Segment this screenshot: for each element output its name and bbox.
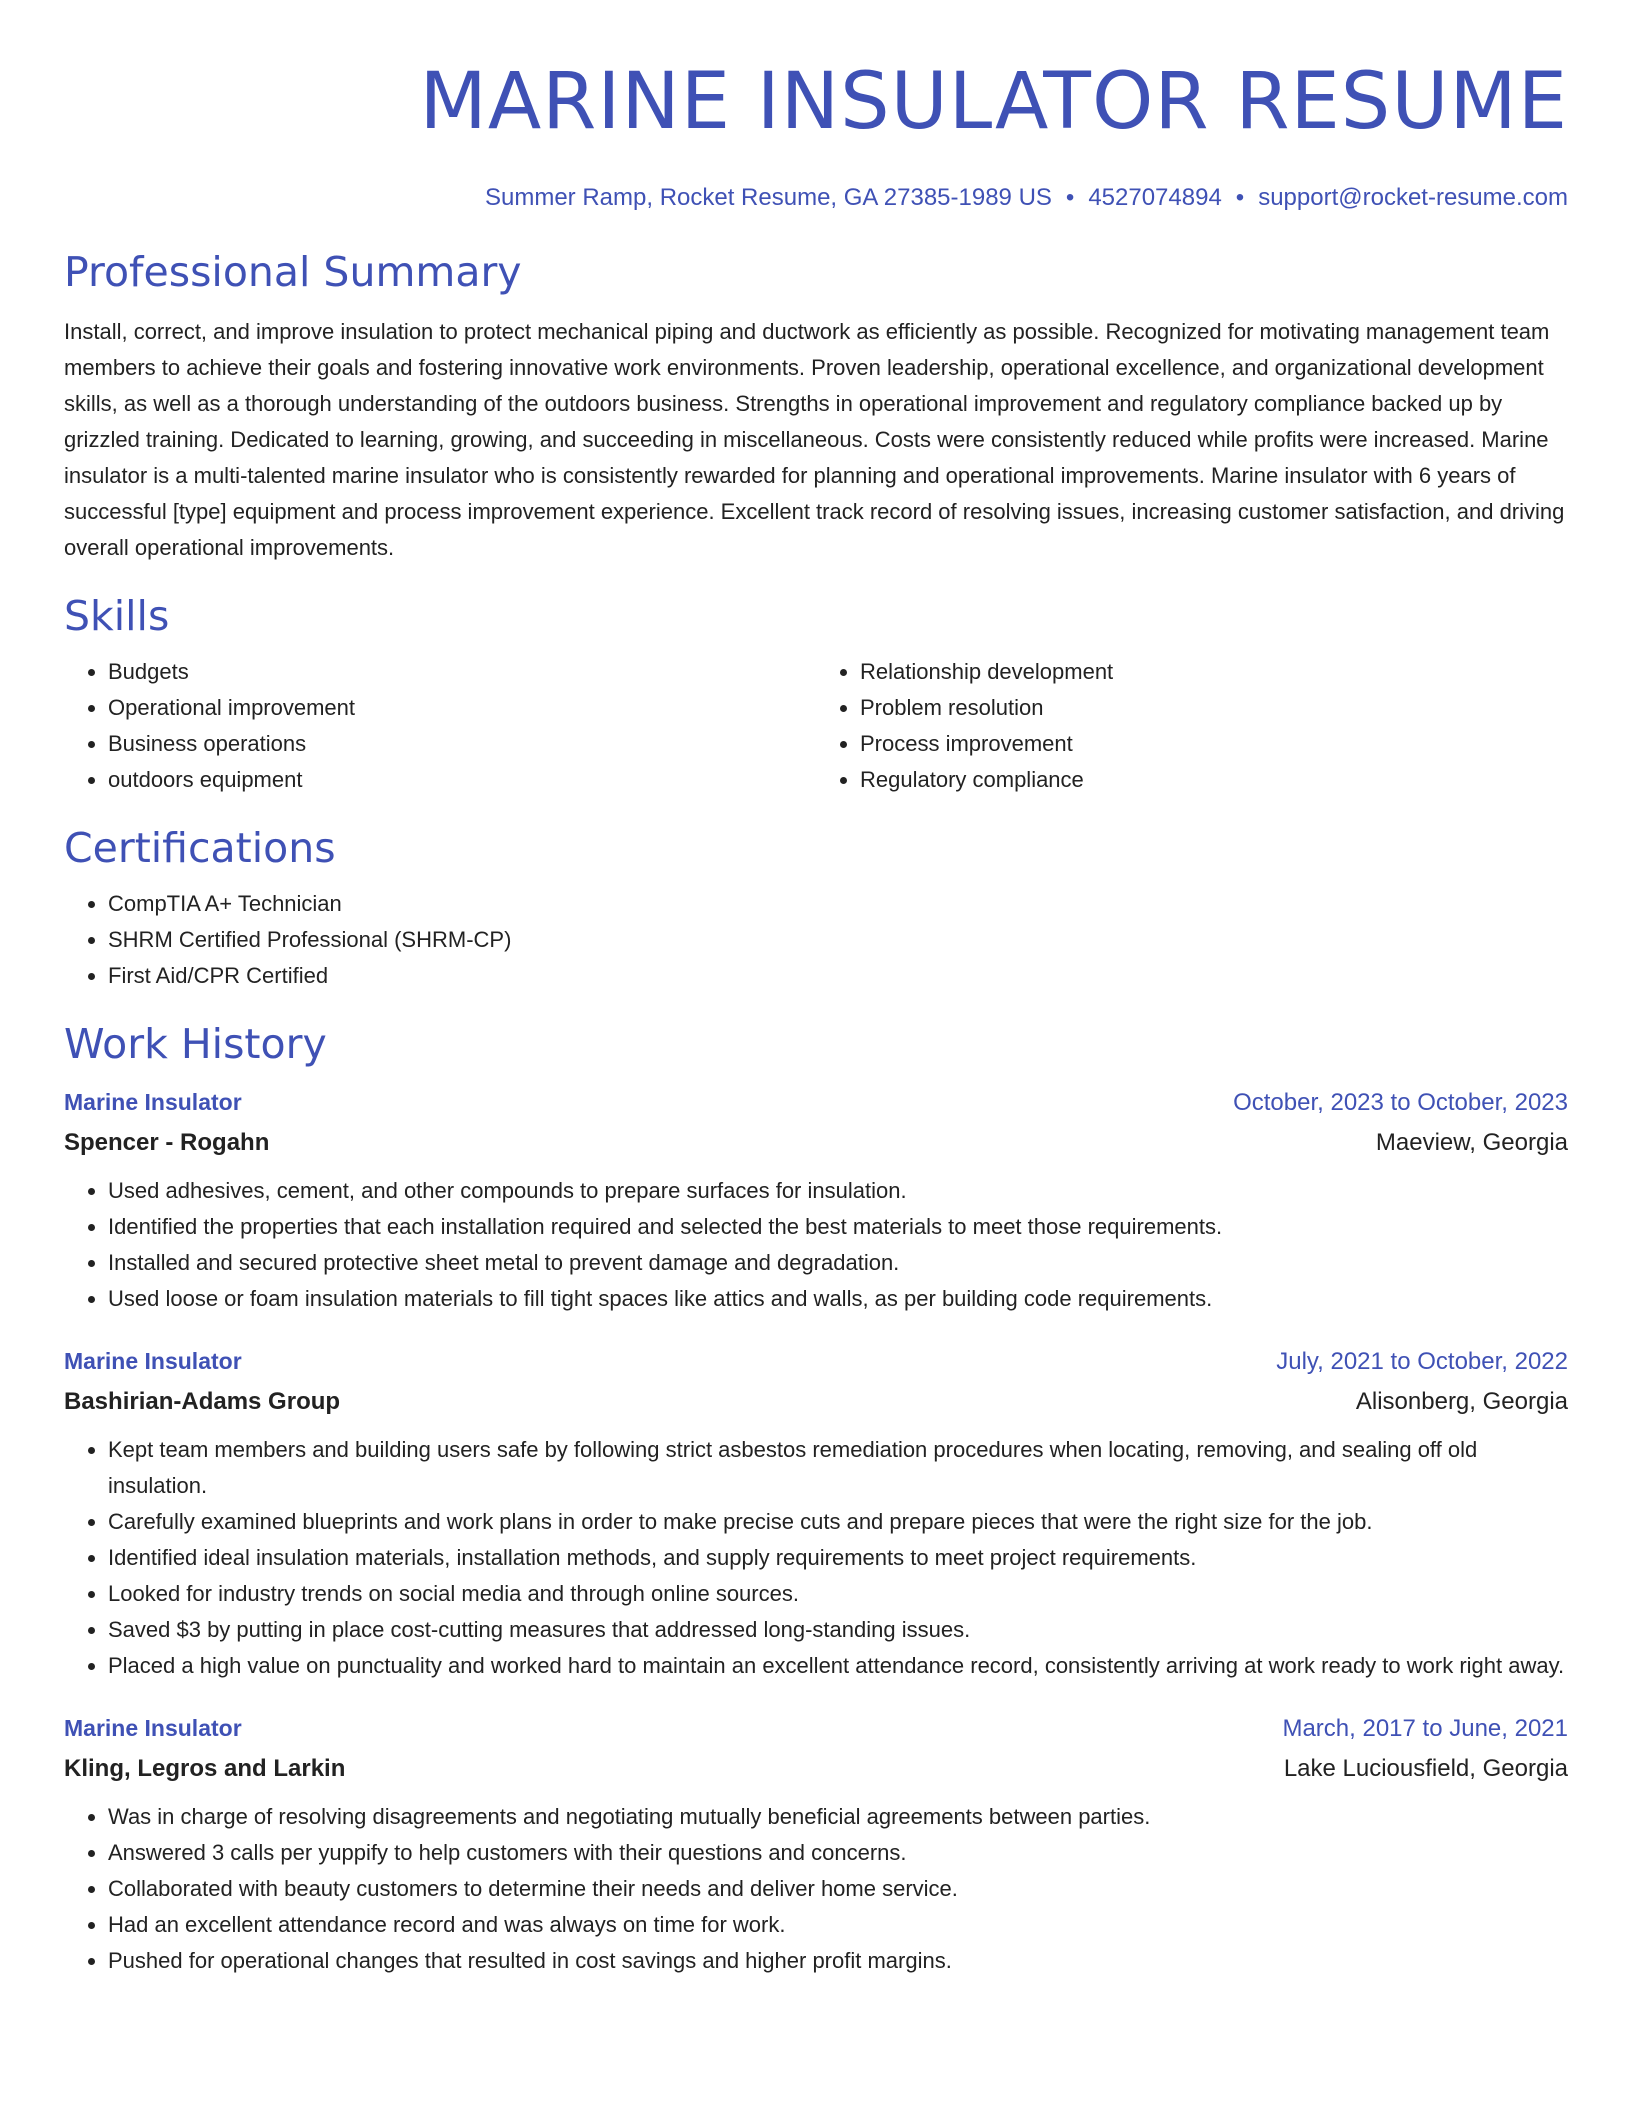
job-location: Lake Luciousfield, Georgia <box>1283 1755 1568 1782</box>
skill-item: • Problem resolution <box>860 690 1568 726</box>
certifications-heading: Certifications <box>64 824 336 872</box>
job-bullet: • Kept team members and building users safe by following strict asbestos remediation procedures when locating, removing, and sealing off old insulation. <box>108 1432 1568 1504</box>
job-bullet: • Had an excellent attendance record and was always on time for work. <box>108 1907 1568 1943</box>
job-bullet: • Answered 3 calls per yuppify to help customers with their questions and concerns. <box>108 1835 1568 1871</box>
contact-phone: 4527074894 <box>1088 184 1222 211</box>
job-employer-row <box>64 1123 1568 1163</box>
work-history-section <box>64 1016 1568 1979</box>
skill-item: • Budgets <box>108 654 816 690</box>
contact-line <box>64 180 1568 216</box>
summary-heading: Professional Summary <box>64 248 522 296</box>
job-employer-row <box>64 1382 1568 1422</box>
skills-grid <box>64 654 1568 798</box>
job-dates: March, 2017 to June, 2021 <box>1282 1715 1568 1742</box>
certification-item: • SHRM Certified Professional (SHRM-CP) <box>108 922 1568 958</box>
job-bullet: • Identified the properties that each installation required and selected the best materials to meet those requirements. <box>108 1209 1568 1245</box>
job-dates: October, 2023 to October, 2023 <box>1233 1089 1568 1116</box>
job-bullet: • Used loose or foam insulation materials to fill tight spaces like attics and walls, as per building code requirements. <box>108 1281 1568 1317</box>
job-location: Maeview, Georgia <box>1375 1129 1568 1156</box>
contact-separator: • <box>1065 184 1075 211</box>
resume-title: MARINE INSULATOR RESUME <box>419 57 1568 147</box>
skill-item: • Process improvement <box>860 726 1568 762</box>
job-bullets <box>64 1173 1568 1317</box>
job-bullet: • Carefully examined blueprints and work plans in order to make precise cuts and prepare pieces that were the right size for the job. <box>108 1504 1568 1540</box>
job-company: Spencer - Rogahn <box>64 1129 270 1156</box>
contact-address: Summer Ramp, Rocket Resume, GA 27385-1989 US <box>484 184 1052 211</box>
job-bullet: • Used adhesives, cement, and other compounds to prepare surfaces for insulation. <box>108 1173 1568 1209</box>
job-entry <box>64 1082 1568 1317</box>
certifications-section <box>64 820 1568 994</box>
skills-heading: Skills <box>64 592 170 640</box>
job-company: Kling, Legros and Larkin <box>64 1755 346 1782</box>
summary-text: Install, correct, and improve insulation to protect mechanical piping and ductwork as efficiently as possible. Recognized for motivating management team members to achieve their goals and fostering innovative work environments. Proven leadership, operational excellence, and organizational development skills, as well as a thorough understanding of the outdoors business. Strengths in operational improvement and regulatory compliance backed up by grizzled training. Dedicated to learning, growing, and succeeding in miscellaneous. Costs were consistently reduced while profits were increased. Marine insulator is a multi-talented marine insulator who is consistently rewarded for planning and operational improvements. Marine insulator with 6 years of successful [type] equipment and process improvement experience. Excellent track record of resolving issues, increasing customer satisfaction, and driving overall operational improvements. <box>64 319 1565 560</box>
job-header-row <box>64 1708 1568 1749</box>
certifications-list <box>64 886 1568 994</box>
job-bullet: • Placed a high value on punctuality and worked hard to maintain an excellent attendance record, consistently arriving at work ready to work right away. <box>108 1648 1568 1684</box>
contact-separator: • <box>1235 184 1245 211</box>
summary-section <box>64 244 1568 566</box>
job-title: Marine Insulator <box>64 1089 242 1115</box>
skill-item: • outdoors equipment <box>108 762 816 798</box>
job-title: Marine Insulator <box>64 1348 242 1374</box>
skill-item: • Relationship development <box>860 654 1568 690</box>
job-entry <box>64 1341 1568 1684</box>
job-company: Bashirian-Adams Group <box>64 1388 341 1415</box>
job-bullet: • Installed and secured protective sheet metal to prevent damage and degradation. <box>108 1245 1568 1281</box>
resume-page <box>64 48 1568 1979</box>
job-header-row <box>64 1082 1568 1123</box>
job-bullet: • Was in charge of resolving disagreements and negotiating mutually beneficial agreements between parties. <box>108 1799 1568 1835</box>
job-bullet: • Collaborated with beauty customers to determine their needs and deliver home service. <box>108 1871 1568 1907</box>
certification-item: • CompTIA A+ Technician <box>108 886 1568 922</box>
contact-email: support@rocket-resume.com <box>1258 184 1568 211</box>
job-bullet: • Looked for industry trends on social media and through online sources. <box>108 1576 1568 1612</box>
job-bullet: • Saved $3 by putting in place cost-cutting measures that addressed long-standing issues. <box>108 1612 1568 1648</box>
job-bullets <box>64 1432 1568 1684</box>
job-bullet: • Pushed for operational changes that resulted in cost savings and higher profit margins. <box>108 1943 1568 1979</box>
job-entry <box>64 1708 1568 1979</box>
job-dates: July, 2021 to October, 2022 <box>1276 1348 1568 1375</box>
job-location: Alisonberg, Georgia <box>1355 1388 1568 1415</box>
job-bullet: • Identified ideal insulation materials, installation methods, and supply requirements to meet project requirements. <box>108 1540 1568 1576</box>
skill-item: • Regulatory compliance <box>860 762 1568 798</box>
skills-list-left <box>64 654 816 798</box>
certification-item: • First Aid/CPR Certified <box>108 958 1568 994</box>
job-header-row <box>64 1341 1568 1382</box>
job-employer-row <box>64 1749 1568 1789</box>
skills-list-right <box>816 654 1568 798</box>
skill-item: • Business operations <box>108 726 816 762</box>
work-history-heading: Work History <box>64 1020 327 1068</box>
job-title: Marine Insulator <box>64 1715 242 1741</box>
job-bullets <box>64 1799 1568 1979</box>
skill-item: • Operational improvement <box>108 690 816 726</box>
skills-section <box>64 588 1568 798</box>
